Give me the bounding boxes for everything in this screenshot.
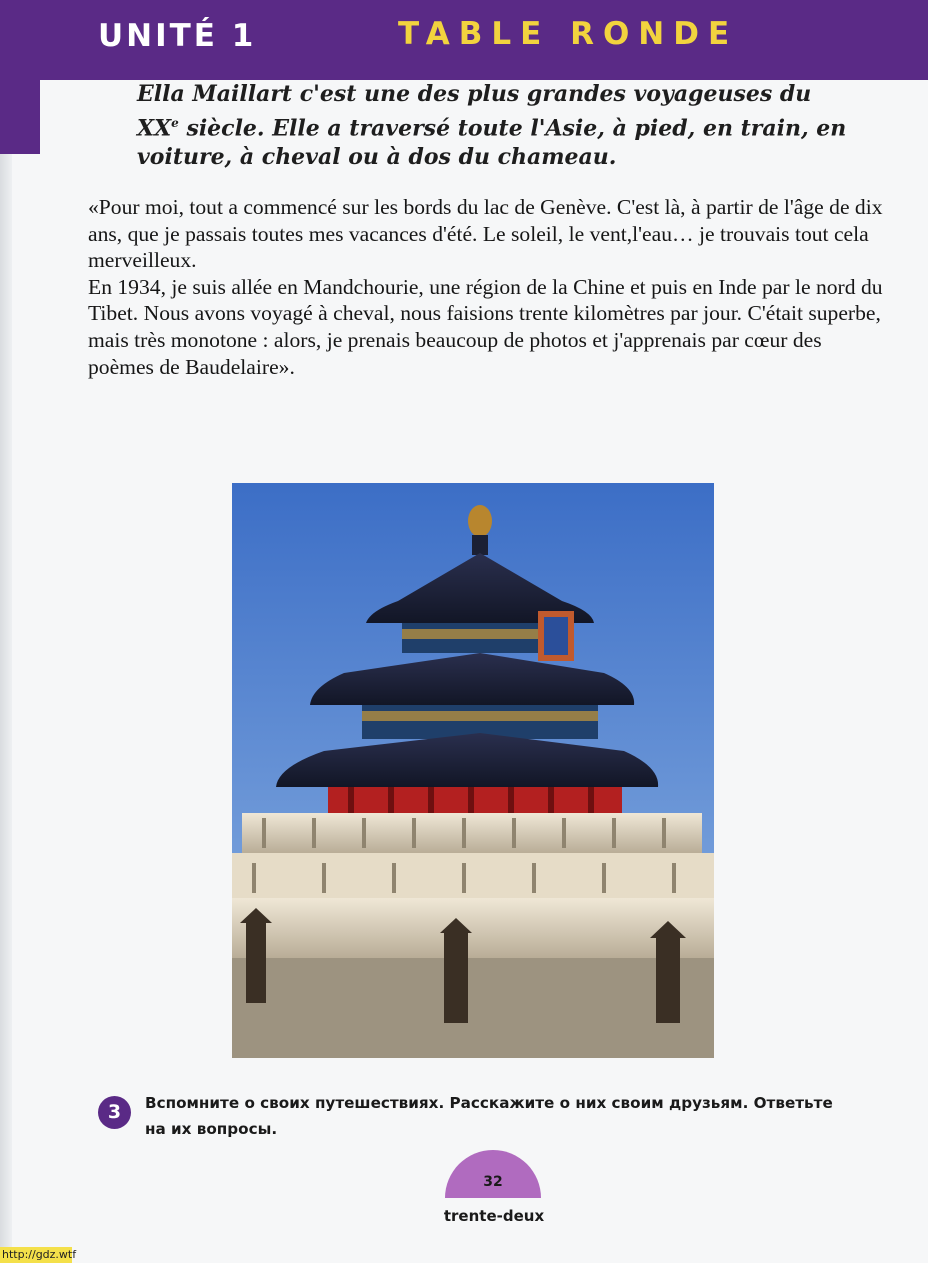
intro-superscript: e [171, 116, 179, 130]
header-side-tab [0, 80, 40, 154]
page-number: 32 [483, 1174, 503, 1190]
lower-terrace [232, 898, 714, 958]
stone-plaza [232, 958, 714, 1058]
quote-text [88, 194, 888, 380]
intro-part1: Ella Maillart c'est une des plus grandes voyageuses du XX [137, 81, 812, 142]
watermark-link[interactable]: http://gdz.wtf [2, 1248, 77, 1261]
temple-of-heaven-photo [232, 483, 714, 1058]
finial-base [472, 535, 488, 555]
intro-part2: siècle. Elle a traversé toute l'Asie, à pied, en train, en voiture, à cheval ou à dos du chameau. [137, 115, 847, 171]
page-number-badge [445, 1150, 541, 1198]
middle-terrace [232, 853, 714, 898]
section-title: TABLE RONDE [398, 16, 739, 52]
temple-illustration [232, 483, 714, 1058]
middle-frieze [362, 711, 598, 721]
exercise-instruction: Вспомните о своих путешествиях. Расскажите о них своим друзьям. Ответьте на их вопросы. [145, 1094, 833, 1138]
golden-finial [468, 505, 492, 537]
page-number-words: trente-deux [443, 1207, 545, 1225]
page-spine-shadow [0, 0, 12, 1263]
plaque-inner [544, 617, 568, 655]
upper-terrace [242, 813, 702, 853]
body-paragraph-1: «Pour moi, tout a commencé sur les bords du lac de Genève. C'est là, à partir de l'âge de dix ans, que je passais toutes mes vacances d'été. Le soleil, le vent,l'eau… je trouvais tout cela merveilleux. [88, 195, 883, 273]
unit-header-bar [0, 0, 928, 80]
unit-label: UNITÉ 1 [98, 18, 257, 54]
intro-paragraph [137, 80, 857, 172]
body-paragraph-2: En 1934, je suis allée en Mandchourie, une région de la Chine et puis en Inde par le nord du Tibet. Nous avons voyagé à cheval, nous faisions trente kilomètres par jour. C'était superbe, mais très monotone : alors, je prenais beaucoup de photos et j'apprenais par cœur des poèmes de Baudelaire». [88, 274, 883, 379]
exercise-number-badge: 3 [98, 1096, 131, 1129]
